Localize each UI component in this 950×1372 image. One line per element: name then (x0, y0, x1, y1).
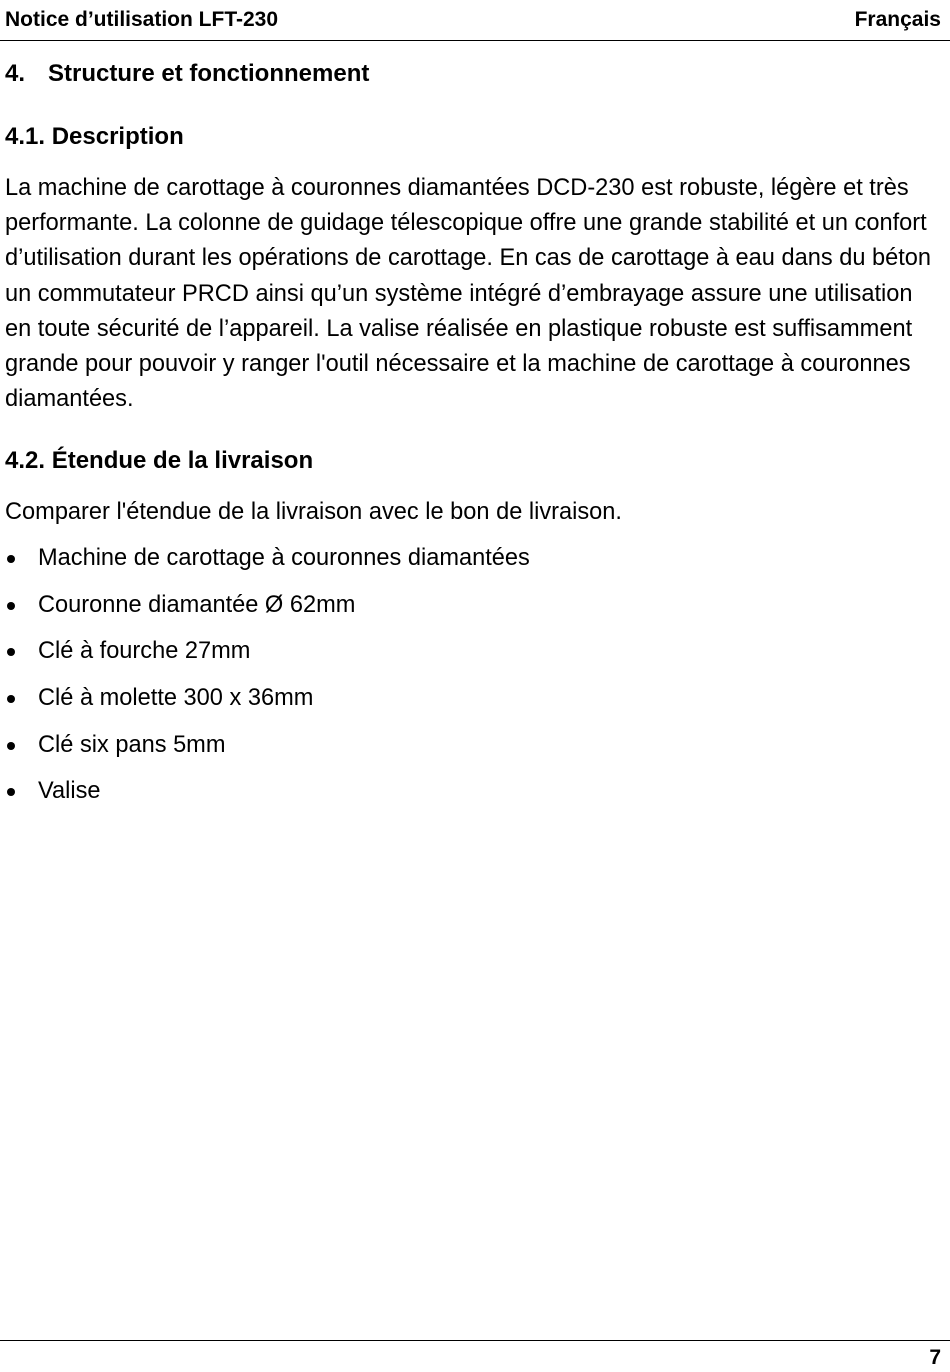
description-paragraph: La machine de carottage à couronnes diamantées DCD-230 est robuste, légère et très performante. La colonne de guidage télescopique offre une grande stabilité et un confort d’utilisation durant les opérations de carottage. En cas de carottage à eau dans du béton un commutateur PRCD ainsi qu’un système intégré d’embrayage assure une utilisation en toute sécurité de l’appareil. La valise réalisée en plastique robuste est suffisamment grande pour pouvoir y ranger l'outil nécessaire et la machine de carottage à couronnes diamantées. (5, 175, 932, 413)
section-heading (5, 60, 369, 88)
section-number: 4. (5, 60, 26, 87)
footer-divider (0, 1340, 950, 1341)
list-item-text: Clé six pans 5mm (38, 731, 226, 758)
list-item-text: Clé à fourche 27mm (38, 638, 251, 665)
bullet-icon (7, 648, 15, 656)
list-item-text: Couronne diamantée Ø 62mm (38, 591, 356, 618)
section-title: Structure et fonctionnement (48, 60, 370, 87)
document-language: Français (854, 8, 941, 31)
bullet-icon (7, 695, 15, 703)
list-item-text: Clé à molette 300 x 36mm (38, 685, 314, 712)
document-title: Notice d’utilisation LFT-230 (5, 8, 279, 31)
page-header (0, 0, 950, 41)
list-item-text: Machine de carottage à couronnes diamantées (38, 545, 530, 571)
bullet-icon (7, 555, 15, 563)
list-item-text: Valise (38, 778, 101, 805)
bullet-icon (7, 788, 15, 796)
bullet-icon (7, 742, 15, 750)
delivery-heading: 4.2. Étendue de la livraison (5, 447, 314, 474)
delivery-intro: Comparer l'étendue de la livraison avec le bon de livraison. (5, 499, 622, 525)
page-number: 7 (929, 1346, 941, 1369)
bullet-icon (7, 602, 15, 610)
description-heading: 4.1. Description (5, 123, 184, 150)
